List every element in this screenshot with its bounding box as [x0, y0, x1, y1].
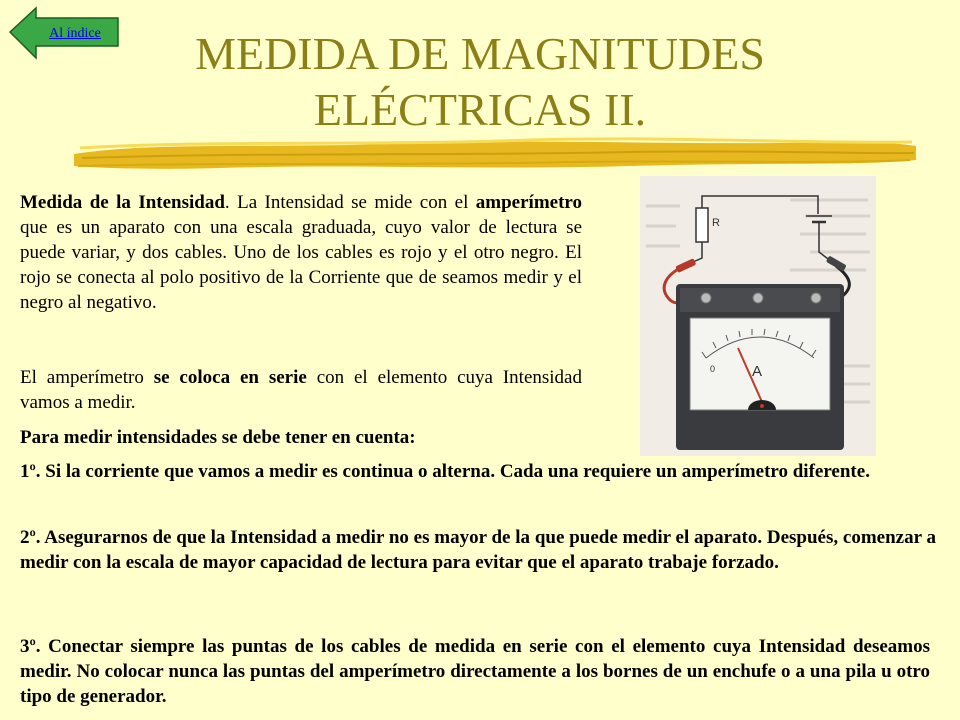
series-paragraph: [20, 365, 582, 415]
point-3: 3º. Conectar siempre las puntas de los cables de medida en serie con el elemento cuya Intensidad deseamos medir. No colocar nunca las puntas del amperímetro directamente a los bornes de un enchufe o a una pila u otro tipo de generador.: [20, 636, 930, 707]
back-to-index-link[interactable]: Al índice: [49, 26, 101, 41]
brush-stroke-divider: [70, 134, 918, 176]
title-line-2: ELÉCTRICAS II.: [313, 84, 647, 135]
intro-text-1: . La Intensidad se mide con el: [224, 192, 476, 213]
intro-text-2: que es un aparato con una escala graduada, cuyo valor de lectura se puede variar, y dos cables. Uno de los cables es rojo y el otro negro. El rojo se conecta al polo positivo de la Corriente que de seamos medir y el negro al negativo.: [20, 217, 582, 313]
meter-unit-label: A: [752, 363, 763, 380]
series-text-2: con el elemento cuya Intensidad vamos a medir.: [20, 367, 582, 413]
ammeter-term: amperímetro: [475, 192, 582, 213]
lead-sentence: Para medir intensidades se debe tener en cuenta:: [20, 427, 416, 448]
series-emphasis: se coloca en serie: [153, 367, 307, 388]
page-title: [90, 26, 870, 138]
series-text-1: El amperímetro: [20, 367, 154, 388]
title-line-1: MEDIDA DE MAGNITUDES: [195, 28, 765, 79]
point-1: 1º. Si la corriente que vamos a medir es continua o alterna. Cada una requiere un amperímetro diferente.: [20, 461, 870, 482]
ammeter-circuit-illustration: [640, 176, 876, 456]
meter-zero-mark: 0: [710, 364, 716, 374]
intro-heading: Medida de la Intensidad: [20, 192, 225, 213]
point-2: 2º. Asegurarnos de que la Intensidad a medir no es mayor de la que puede medir el aparato. Después, comenzar a medir con la escala de mayor capacidad de lectura para evitar que el aparato trabaje forzado.: [20, 527, 936, 573]
intro-paragraph: [20, 190, 582, 315]
resistor-label: R: [712, 217, 720, 229]
